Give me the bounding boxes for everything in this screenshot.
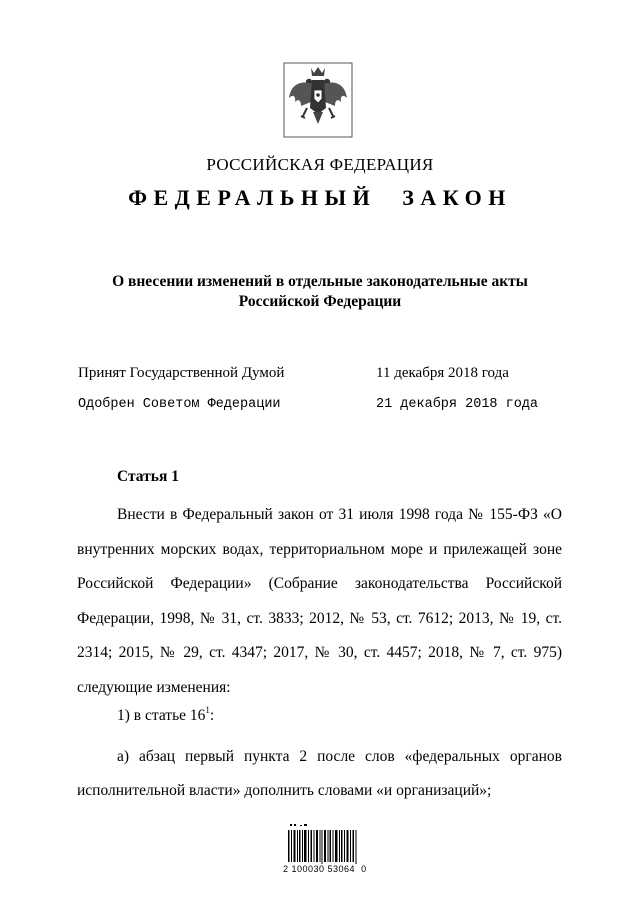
item-1-colon: : <box>209 707 215 724</box>
article-heading: Статья 1 <box>117 468 179 485</box>
council-label: Одобрен Советом Федерации <box>78 397 281 412</box>
article-item-1 <box>117 707 557 725</box>
duma-date: 11 декабря 2018 года <box>376 365 509 381</box>
barcode-number: 2 100030 53064 0 <box>283 864 367 874</box>
item-1-superscript: 1 <box>205 705 210 715</box>
council-date: 21 декабря 2018 года <box>376 397 539 412</box>
duma-label: Принят Государственной Думой <box>78 365 285 381</box>
council-approval-row <box>78 397 558 412</box>
item-1-text: 1) в статье 16 <box>117 707 206 724</box>
document-type: ФЕДЕРАЛЬНЫЙ ЗАКОН <box>128 185 512 210</box>
law-title: О внесении изменений в отдельные законодательные акты Российской Федерации <box>112 273 528 310</box>
country-name: РОССИЙСКАЯ ФЕДЕРАЦИЯ <box>206 155 434 174</box>
article-paragraph-1: Внести в Федеральный закон от 31 июля 1998 года № 155-ФЗ «О внутренних морских водах, территориальном море и прилежащей зоне Российской Федерации» (Собрание законодательства Российской Федерации, 1998, № 31, ст. 3833; 2012, № 53, ст. 7612; 2013, № 19, ст. 2314; 2015, № 29, ст. 4347; 2017, № 30, ст. 4457; 2018, № 7, ст. 975) следующие изменения: <box>77 506 562 696</box>
article-item-1a: а) абзац первый пункта 2 после слов «федеральных органов исполнительной власти» дополнить словами «и организаций»; <box>77 748 562 799</box>
duma-adoption-row <box>78 365 558 382</box>
coat-of-arms-icon <box>283 62 353 138</box>
